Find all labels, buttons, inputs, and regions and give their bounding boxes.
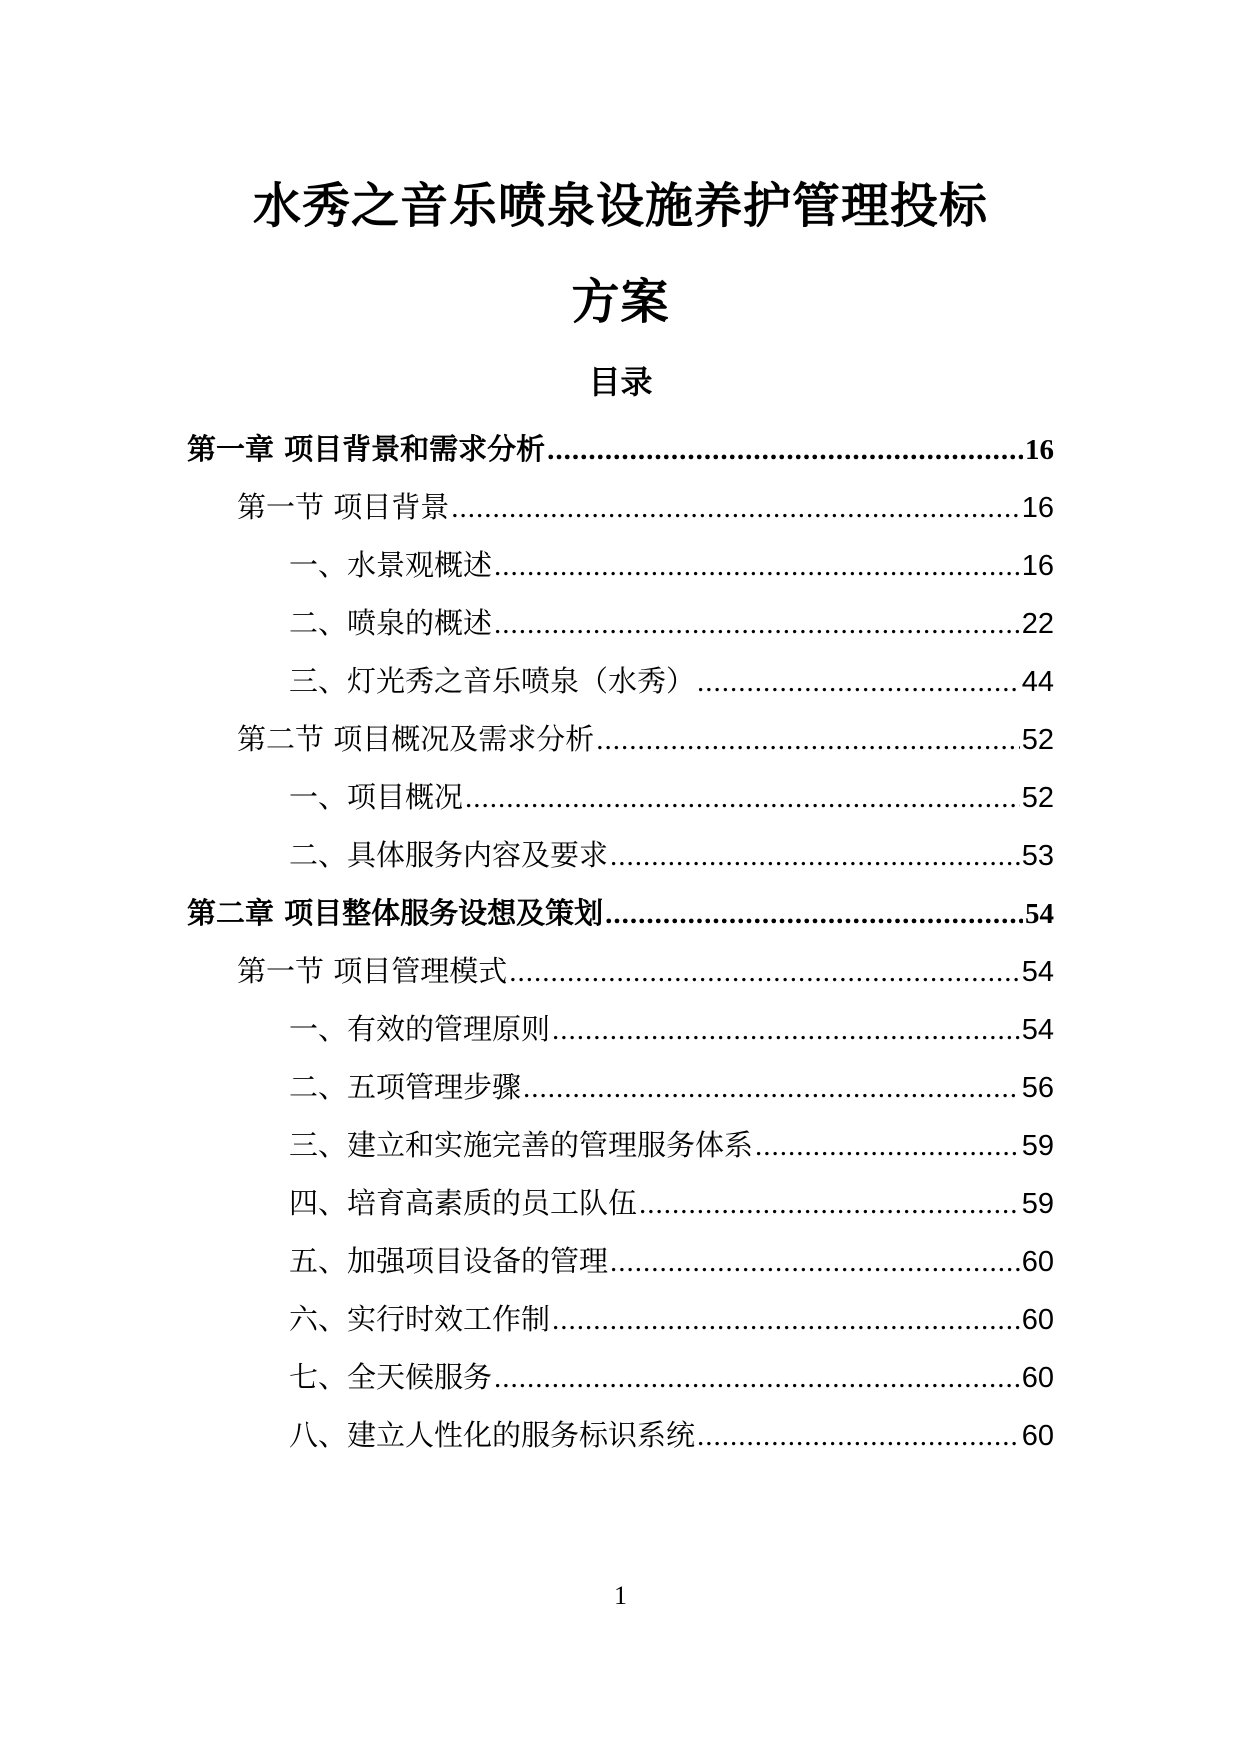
toc-entry-page: 54 xyxy=(1021,1014,1054,1046)
toc-entry-page: 59 xyxy=(1021,1188,1054,1220)
toc-leader-dots xyxy=(494,1355,1020,1401)
toc-entry-label: 一、项目概况 xyxy=(289,780,464,814)
toc-leader-dots xyxy=(755,1123,1020,1169)
toc-leader-dots xyxy=(552,1297,1020,1343)
toc-entry-chapter[interactable] xyxy=(187,890,1054,936)
toc-entry-page: 16 xyxy=(1021,550,1054,582)
toc-entry-label: 三、建立和实施完善的管理服务体系 xyxy=(289,1128,754,1162)
toc-entry-label: 第一章 项目背景和需求分析 xyxy=(187,432,546,466)
toc-entry-subsection[interactable] xyxy=(289,1296,1054,1342)
toc-leader-dots xyxy=(605,891,1023,937)
toc-entry-subsection[interactable] xyxy=(289,542,1054,588)
toc-entry-label: 七、全天候服务 xyxy=(289,1360,493,1394)
toc-entry-label: 一、有效的管理原则 xyxy=(289,1012,551,1046)
toc-entry-page: 60 xyxy=(1021,1304,1054,1336)
toc-entry-page: 53 xyxy=(1021,840,1054,872)
toc-entry-subsection[interactable] xyxy=(289,1412,1054,1458)
toc-entry-page: 44 xyxy=(1021,666,1054,698)
toc-leader-dots xyxy=(697,659,1020,705)
toc-leader-dots xyxy=(697,1413,1020,1459)
toc-entry-label: 第一节 项目管理模式 xyxy=(237,954,508,988)
toc-entry-page: 54 xyxy=(1025,898,1054,930)
toc-entry-subsection[interactable] xyxy=(289,1354,1054,1400)
toc-leader-dots xyxy=(509,949,1020,995)
toc-entry-page: 60 xyxy=(1021,1420,1054,1452)
toc-entry-label: 二、喷泉的概述 xyxy=(289,606,493,640)
toc-entry-subsection[interactable] xyxy=(289,1238,1054,1284)
toc-entry-page: 22 xyxy=(1021,608,1054,640)
toc-entry-page: 60 xyxy=(1021,1362,1054,1394)
toc-entry-subsection[interactable] xyxy=(289,1006,1054,1052)
toc-entry-subsection[interactable] xyxy=(289,658,1054,704)
toc-entry-page: 52 xyxy=(1021,782,1054,814)
toc-entry-page: 52 xyxy=(1021,724,1054,756)
toc-entry-section[interactable] xyxy=(237,716,1054,762)
toc-entry-label: 八、建立人性化的服务标识系统 xyxy=(289,1418,696,1452)
toc-leader-dots xyxy=(596,717,1020,763)
toc-entry-subsection[interactable] xyxy=(289,1180,1054,1226)
document-title-line-2: 方案 xyxy=(571,274,670,330)
toc-entry-section[interactable] xyxy=(237,948,1054,994)
toc-entry-label: 一、水景观概述 xyxy=(289,548,493,582)
toc-leader-dots xyxy=(639,1181,1020,1227)
toc-entry-page: 56 xyxy=(1021,1072,1054,1104)
toc-entry-page: 60 xyxy=(1021,1246,1054,1278)
toc-leader-dots xyxy=(523,1065,1020,1111)
toc-entry-page: 59 xyxy=(1021,1130,1054,1162)
toc-leader-dots xyxy=(610,833,1020,879)
toc-entry-label: 四、培育高素质的员工队伍 xyxy=(289,1186,638,1220)
toc-entry-label: 第二章 项目整体服务设想及策划 xyxy=(187,896,604,930)
toc-leader-dots xyxy=(547,427,1023,473)
toc-entry-label: 五、加强项目设备的管理 xyxy=(289,1244,609,1278)
toc-entry-label: 二、五项管理步骤 xyxy=(289,1070,522,1104)
toc-entry-page: 16 xyxy=(1025,434,1054,466)
toc-entry-section[interactable] xyxy=(237,484,1054,530)
toc-entry-page: 16 xyxy=(1021,492,1054,524)
toc-entry-label: 第二节 项目概况及需求分析 xyxy=(237,722,595,756)
toc-entry-page: 54 xyxy=(1021,956,1054,988)
document-title-line-1: 水秀之音乐喷泉设施养护管理投标 xyxy=(252,178,988,234)
toc-leader-dots xyxy=(494,601,1020,647)
toc-leader-dots xyxy=(610,1239,1020,1285)
toc-entry-chapter[interactable] xyxy=(187,426,1054,472)
toc-entry-label: 三、灯光秀之音乐喷泉（水秀） xyxy=(289,664,696,698)
toc-entry-subsection[interactable] xyxy=(289,600,1054,646)
toc-entry-subsection[interactable] xyxy=(289,1064,1054,1110)
toc-entry-label: 二、具体服务内容及要求 xyxy=(289,838,609,872)
toc-entry-label: 六、实行时效工作制 xyxy=(289,1302,551,1336)
toc-leader-dots xyxy=(494,543,1020,589)
toc-entry-label: 第一节 项目背景 xyxy=(237,490,450,524)
toc-leader-dots xyxy=(451,485,1020,531)
toc-heading: 目录 xyxy=(588,363,653,401)
toc-entry-subsection[interactable] xyxy=(289,1122,1054,1168)
page-number: 1 xyxy=(614,1581,627,1610)
toc-entry-subsection[interactable] xyxy=(289,774,1054,820)
toc-leader-dots xyxy=(552,1007,1020,1053)
toc-entry-subsection[interactable] xyxy=(289,832,1054,878)
toc-leader-dots xyxy=(465,775,1020,821)
